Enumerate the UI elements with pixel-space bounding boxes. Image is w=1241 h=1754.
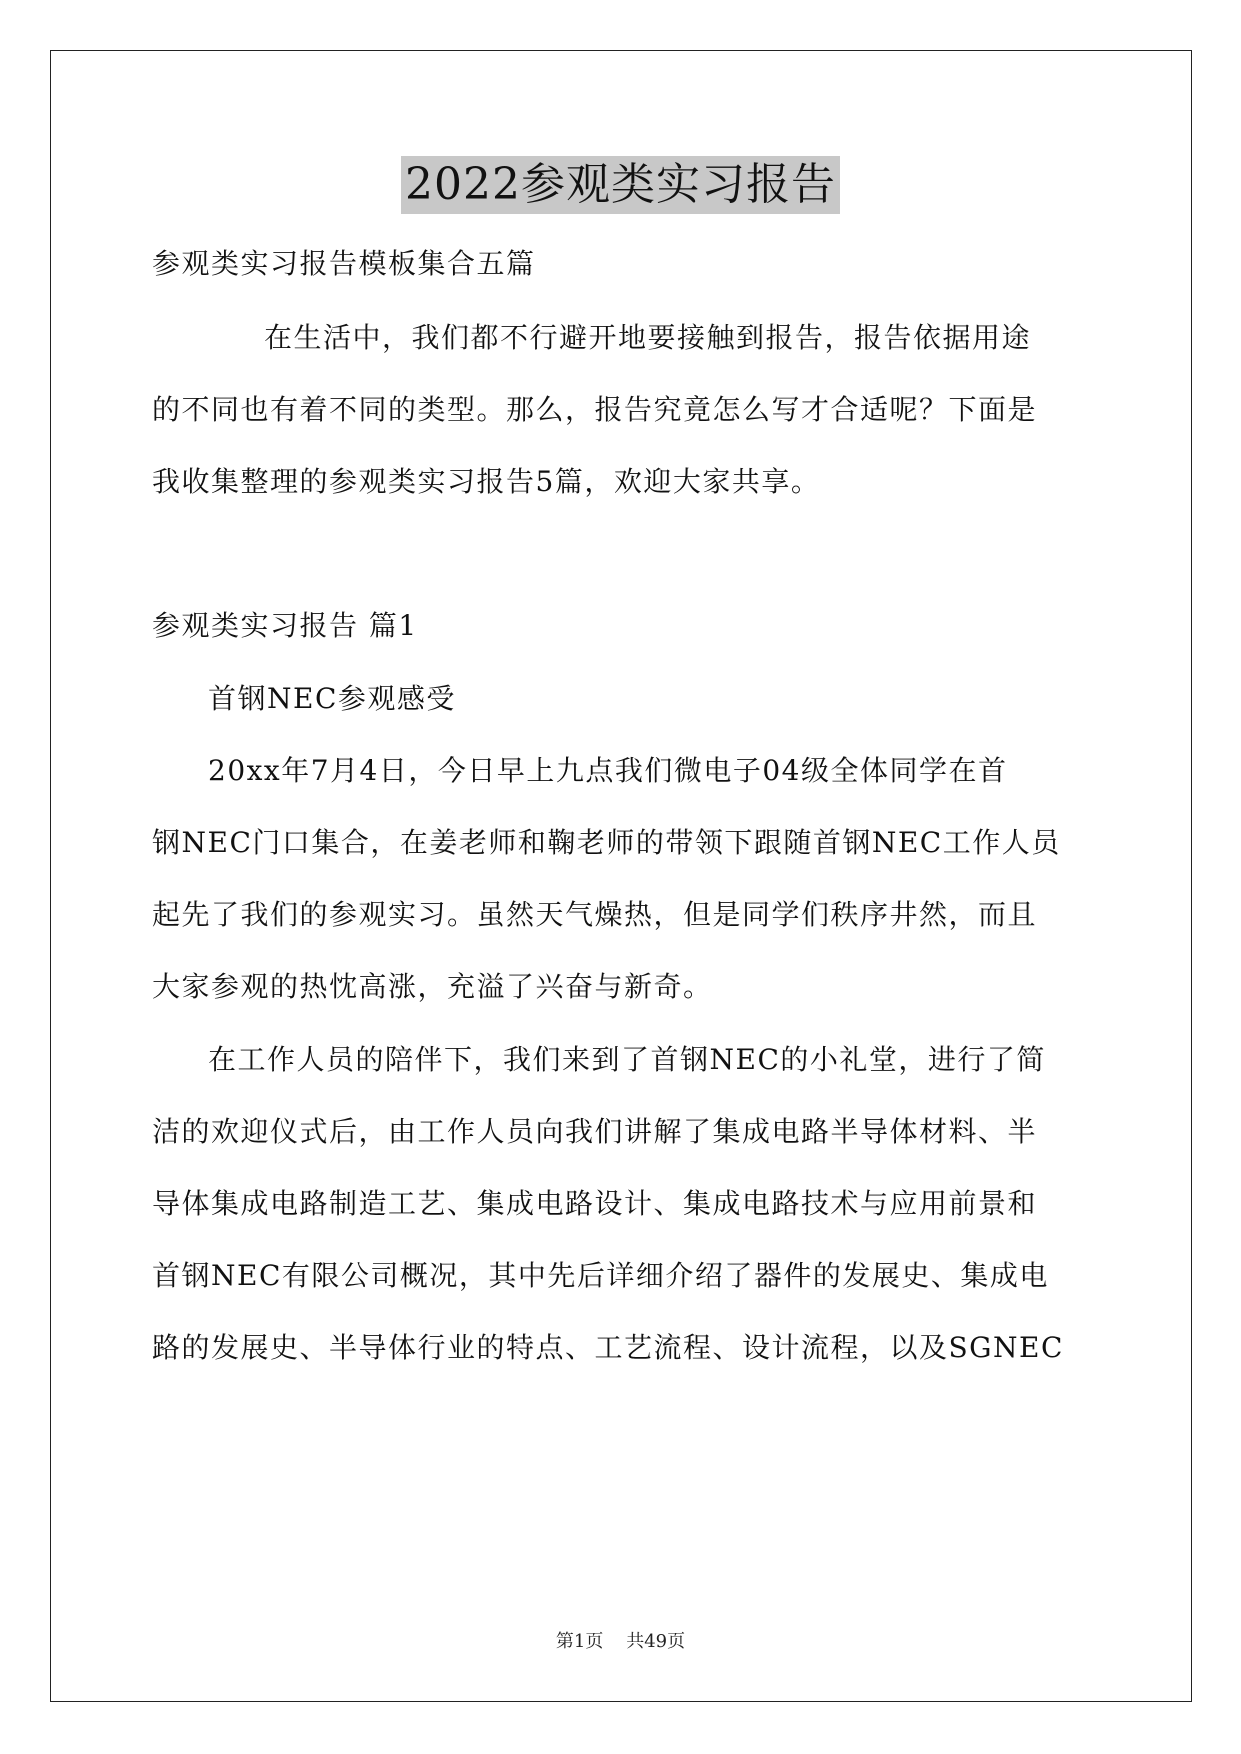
- intro-line: 我收集整理的参观类实习报告5篇，欢迎大家共享。: [152, 465, 821, 498]
- paragraph-1: [152, 751, 1092, 1007]
- paragraph-line: 首钢NEC有限公司概况，其中先后详细介绍了器件的发展史、集成电: [152, 1259, 1049, 1292]
- document-title: 2022参观类实习报告: [401, 156, 840, 214]
- paragraph-line: 导体集成电路制造工艺、集成电路设计、集成电路技术与应用前景和: [152, 1187, 1038, 1220]
- paragraph-2: [152, 1040, 1092, 1368]
- section-subheading: 首钢NEC参观感受: [208, 682, 456, 715]
- total-pages: 共49页: [626, 1631, 686, 1652]
- document-subtitle: 参观类实习报告模板集合五篇: [152, 247, 536, 280]
- page-number: 第1页: [555, 1631, 604, 1652]
- title-container: [0, 156, 1241, 214]
- paragraph-line: 钢NEC门口集合，在姜老师和鞠老师的带领下跟随首钢NEC工作人员: [152, 826, 1061, 859]
- paragraph-line: 路的发展史、半导体行业的特点、工艺流程、设计流程，以及SGNEC: [152, 1331, 1064, 1364]
- page-footer: [0, 1630, 1241, 1654]
- paragraph-line: 起先了我们的参观实习。虽然天气燥热，但是同学们秩序井然，而且: [152, 898, 1038, 931]
- intro-line: 的不同也有着不同的类型。那么，报告究竟怎么写才合适呢？下面是: [152, 393, 1038, 426]
- paragraph-line: 大家参观的热忱高涨，充溢了兴奋与新奇。: [152, 970, 713, 1003]
- paragraph-line: 洁的欢迎仪式后，由工作人员向我们讲解了集成电路半导体材料、半: [152, 1115, 1038, 1148]
- paragraph-line: 在工作人员的陪伴下，我们来到了首钢NEC的小礼堂，进行了简: [208, 1043, 1046, 1076]
- document-body: [152, 244, 1092, 1368]
- intro-paragraph: [152, 318, 1092, 502]
- section-heading: 参观类实习报告 篇1: [152, 609, 418, 642]
- intro-line: 在生活中，我们都不行避开地要接触到报告，报告依据用途: [264, 321, 1032, 354]
- paragraph-line: 20xx年7月4日，今日早上九点我们微电子04级全体同学在首: [208, 754, 1008, 787]
